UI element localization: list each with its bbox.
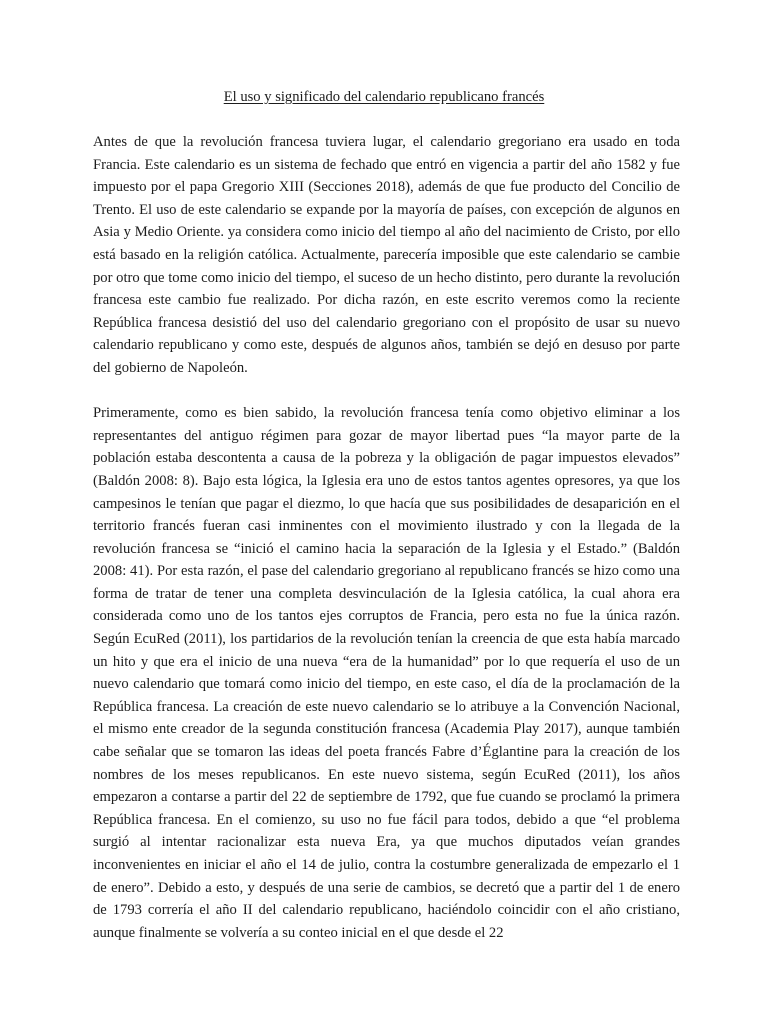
- document-body: [93, 131, 680, 944]
- paragraph-2: Primeramente, como es bien sabido, la revolución francesa tenía como objetivo eliminar a los representantes del antiguo régimen para gozar de mayor libertad pues “la mayor parte de la población estaba descontenta a causa de la pobreza y la obligación de pagar impuestos elevados” (Baldón 2008: 8). Bajo esta lógica, la Iglesia era uno de estos tantos agentes opresores, ya que los campesinos le tenían que pagar el diezmo, lo que hacía que sus posibilidades de desaparición en el territorio francés fueran casi inminentes con el movimiento ilustrado y con la llegada de la revolución francesa se “inició el camino hacia la separación de la Iglesia y el Estado.” (Baldón 2008: 41). Por esta razón, el pase del calendario gregoriano al republicano francés se hizo como una forma de tratar de tener una completa desvinculación de la Iglesia católica, la cual ahora era considerada como uno de los tantos ejes corruptos de Francia, pero esta no fue la única razón. Según EcuRed (2011), los partidarios de la revolución tenían la creencia de que esta había marcado un hito y que era el inicio de una nueva “era de la humanidad” por lo que requería el uso de un nuevo calendario que tomará como inicio del tiempo, en este caso, el día de la proclamación de la República francesa. La creación de este nuevo calendario se lo atribuye a la Convención Nacional, el mismo ente creador de la segunda constitución francesa (Academia Play 2017), aunque también cabe señalar que se tomaron las ideas del poeta francés Fabre d’Églantine para la creación de los nombres de los meses republicanos. En este nuevo sistema, según EcuRed (2011), los años empezaron a contarse a partir del 22 de septiembre de 1792, que fue cuando se proclamó la primera República francesa. En el comienzo, su uso no fue fácil para todos, debido a que “el problema surgió al intentar racionalizar esta nueva Era, ya que muchos diputados veían grandes inconvenientes en iniciar el año el 14 de julio, contra la costumbre generalizada de empezarlo el 1 de enero”. Debido a esto, y después de una serie de cambios, se decretó que a partir del 1 de enero de 1793 correría el año II del calendario republicano, haciéndolo coincidir con el año cristiano, aunque finalmente se volvería a su conteo inicial en el que desde el 22: [93, 405, 680, 941]
- paragraph-1: Antes de que la revolución francesa tuviera lugar, el calendario gregoriano era usado en toda Francia. Este calendario es un sistema de fechado que entró en vigencia a partir del año 1582 y fue impuesto por el papa Gregorio XIII (Secciones 2018), además de que fue producto del Concilio de Trento. El uso de este calendario se expande por la mayoría de países, con excepción de algunos en Asia y Medio Oriente. ya considera como inicio del tiempo al año del nacimiento de Cristo, por ello está basado en la religión católica. Actualmente, parecería imposible que este calendario se cambie por otro que tome como inicio del tiempo, el suceso de un hecho distinto, pero durante la revolución francesa este cambio fue realizado. Por dicha razón, en este escrito veremos como la reciente República francesa desistió del uso del calendario gregoriano con el propósito de usar su nuevo calendario republicano y como este, después de algunos años, también se dejó en desuso por parte del gobierno de Napoleón.: [93, 134, 680, 376]
- document-title: El uso y significado del calendario republicano francés: [223, 89, 545, 105]
